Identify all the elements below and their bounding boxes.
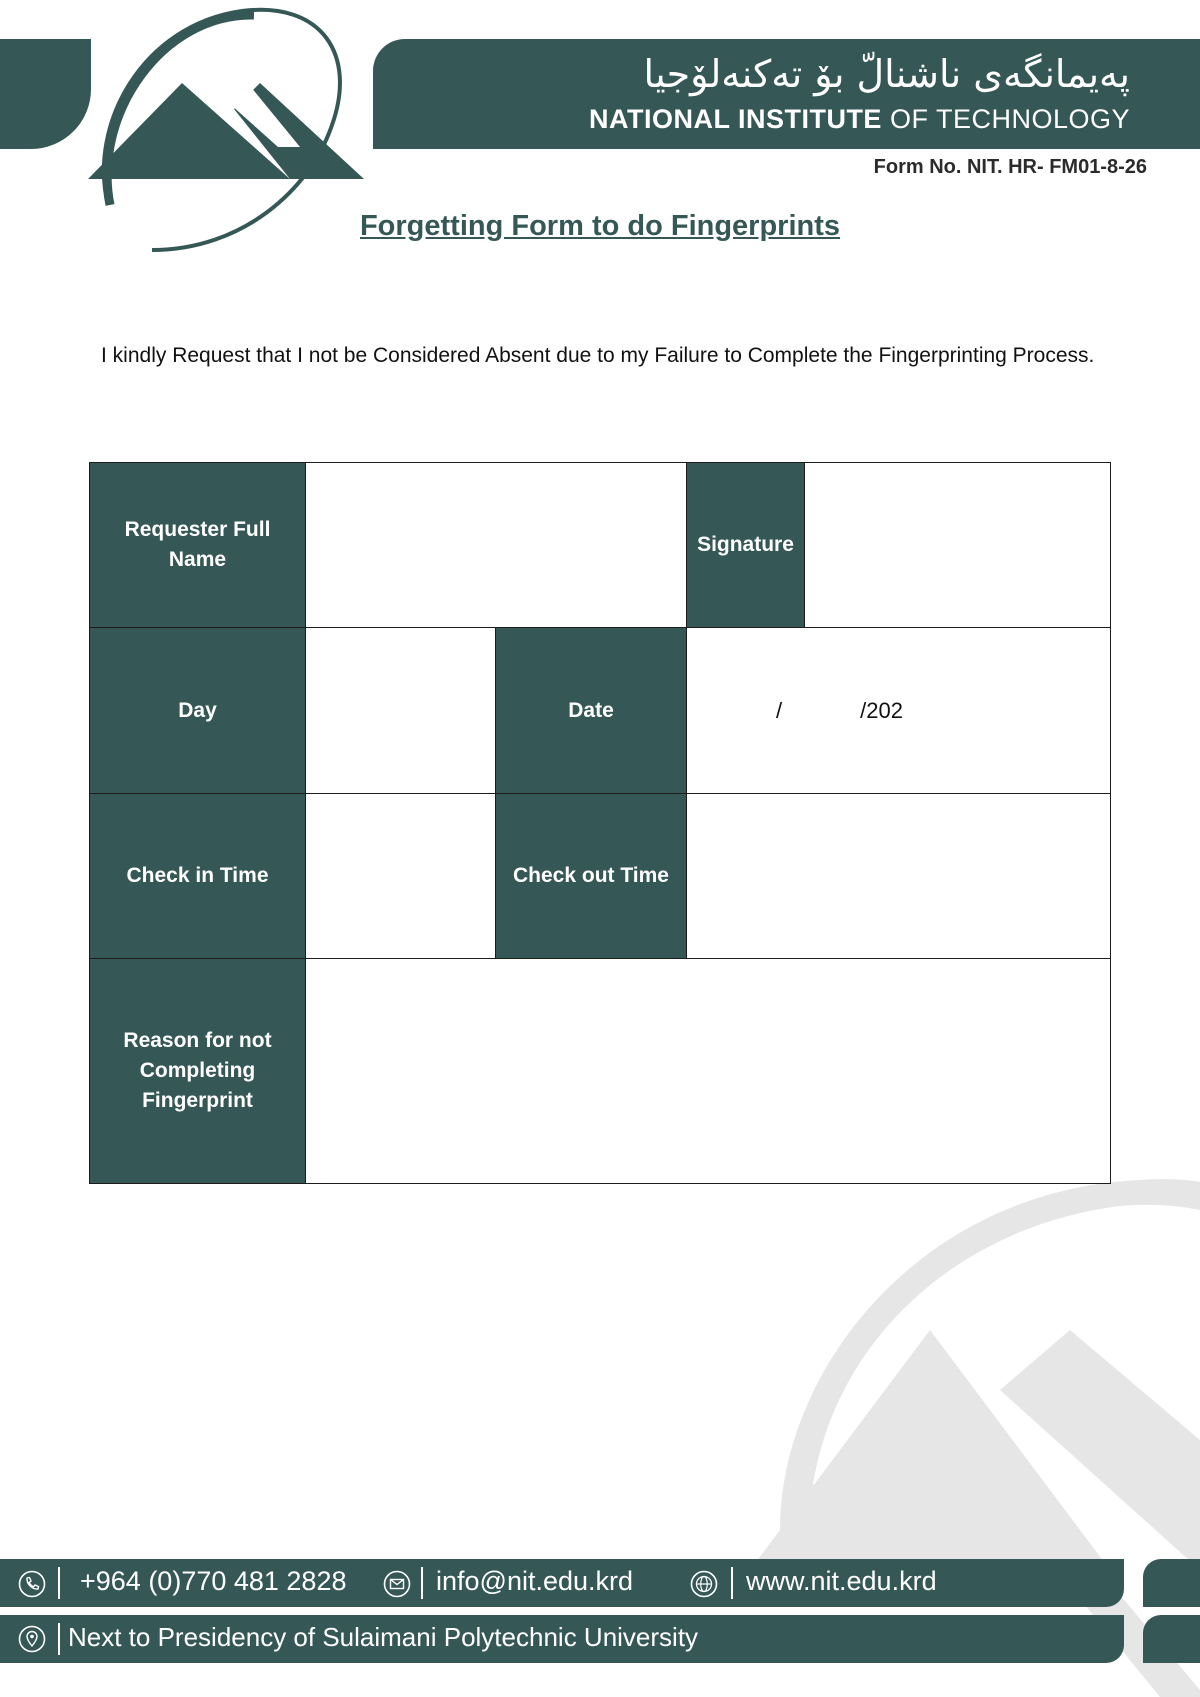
globe-icon [690, 1570, 718, 1598]
check-in-time-field[interactable] [306, 794, 496, 959]
signature-label: Signature [687, 463, 805, 628]
date-slash: / [776, 697, 783, 723]
footer-website[interactable]: www.nit.edu.krd [746, 1566, 937, 1596]
institute-name-rest: OF TECHNOLOGY [881, 104, 1130, 134]
day-label: Day [90, 628, 306, 794]
check-out-time-field[interactable] [687, 794, 1111, 959]
footer-right-tab [1143, 1615, 1200, 1663]
reason-field[interactable] [306, 959, 1111, 1184]
table-row [90, 463, 1111, 628]
footer-right-tab [1143, 1559, 1200, 1607]
location-icon [18, 1625, 46, 1653]
check-in-time-label: Check in Time [90, 794, 306, 959]
reason-label: Reason for not Completing Fingerprint [90, 959, 306, 1184]
footer-separator [421, 1567, 423, 1599]
date-field[interactable] [687, 628, 1111, 794]
institute-name-kurdish: پەیمانگەی ناشنالّ بۆ تەکنەلۆجیا [643, 52, 1130, 96]
requester-full-name-field[interactable] [306, 463, 687, 628]
fingerprint-form-table [89, 462, 1111, 1184]
footer-separator [731, 1567, 733, 1599]
email-icon [383, 1570, 411, 1598]
form-number: Form No. NIT. HR- FM01-8-26 [873, 156, 1147, 178]
footer-address: Next to Presidency of Sulaimani Polytechnic University [68, 1622, 699, 1652]
requester-full-name-label: Requester Full Name [90, 463, 306, 628]
table-row [90, 628, 1111, 794]
table-row [90, 959, 1111, 1184]
date-year-prefix: /202 [860, 697, 903, 723]
footer-separator [58, 1623, 60, 1655]
footer-phone[interactable]: +964 (0)770 481 2828 [80, 1566, 347, 1596]
request-statement: I kindly Request that I not be Considered Absent due to my Failure to Complete the Fingerprinting Process. [101, 344, 1095, 367]
footer-separator [58, 1567, 60, 1599]
date-label: Date [496, 628, 687, 794]
phone-icon [18, 1570, 46, 1598]
institute-name-english [589, 104, 1130, 135]
table-row [90, 794, 1111, 959]
check-out-time-label: Check out Time [496, 794, 687, 959]
day-field[interactable] [306, 628, 496, 794]
form-title: Forgetting Form to do Fingerprints [359, 210, 841, 242]
header-left-tab [0, 39, 91, 149]
footer-email[interactable]: info@nit.edu.krd [436, 1566, 634, 1596]
institute-name-bold: NATIONAL INSTITUTE [588, 104, 882, 134]
signature-field[interactable] [805, 463, 1111, 628]
